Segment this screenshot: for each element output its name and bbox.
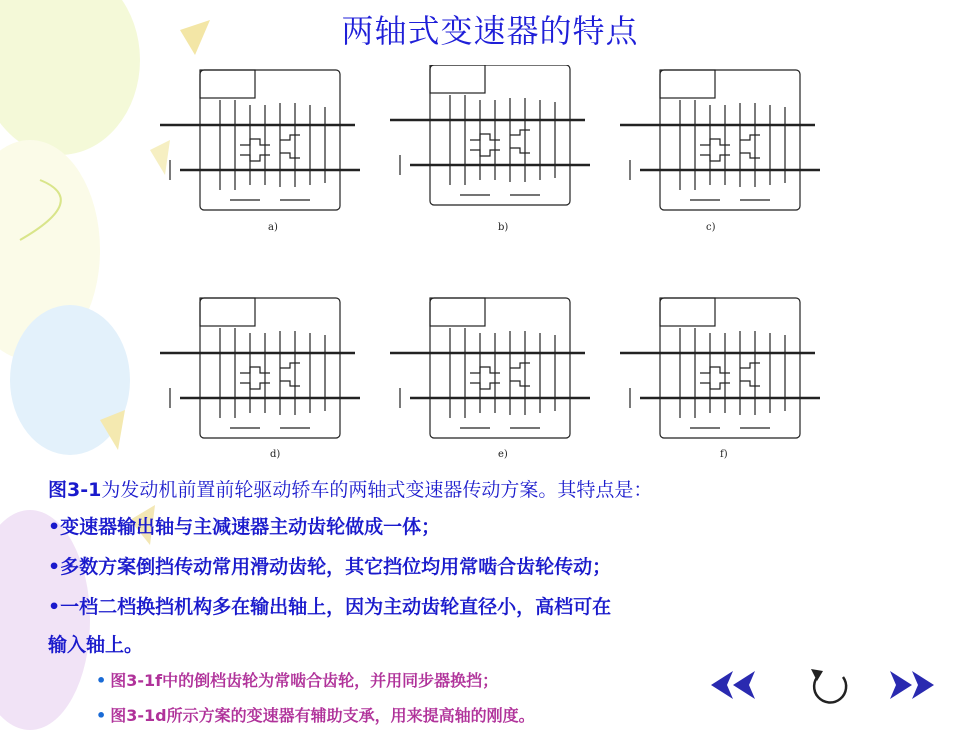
diagram-label-d: d)	[270, 449, 281, 460]
bullet-reverse-gear: •多数方案倒挡传动常用滑动齿轮，其它挡位均用常啮合齿轮传动；	[48, 556, 612, 578]
transmission-diagrams	[160, 65, 860, 465]
double-left-arrow-icon[interactable]	[705, 665, 765, 705]
bullet-shift-mechanism-cont: 输入轴上。	[48, 634, 144, 656]
diagram-label-c: c)	[706, 222, 716, 233]
return-circle-icon[interactable]	[805, 665, 855, 709]
bullet-dot: •	[96, 671, 107, 690]
intro-line	[48, 475, 652, 502]
note-item	[96, 703, 535, 726]
diagram-label-f: f)	[720, 449, 728, 460]
note-text: 图3-1d所示方案的变速器有辅助支承，用来提高轴的刚度。	[110, 706, 535, 725]
double-right-arrow-icon[interactable]	[880, 665, 940, 705]
note-item	[96, 668, 498, 691]
figure-ref: 图3-1	[48, 479, 102, 501]
diagram-label-a: a)	[268, 222, 278, 233]
note-text: 图3-1f中的倒档齿轮为常啮合齿轮，并用同步器换挡；	[110, 671, 499, 690]
bullet-shift-mechanism: •一档二档换挡机构多在输出轴上，因为主动齿轮直径小，高档可在	[48, 596, 612, 618]
balloon-purple	[0, 510, 90, 730]
bullet-output-shaft: •变速器输出轴与主减速器主动齿轮做成一体；	[48, 516, 441, 538]
bullet-dot: •	[96, 706, 107, 725]
intro-text: 为发动机前置前轮驱动轿车的两轴式变速器传动方案。其特点是：	[101, 479, 653, 501]
diagram-label-e: e)	[498, 449, 508, 460]
diagram-label-b: b)	[498, 222, 509, 233]
page-title: 两轴式变速器的特点	[341, 12, 639, 50]
